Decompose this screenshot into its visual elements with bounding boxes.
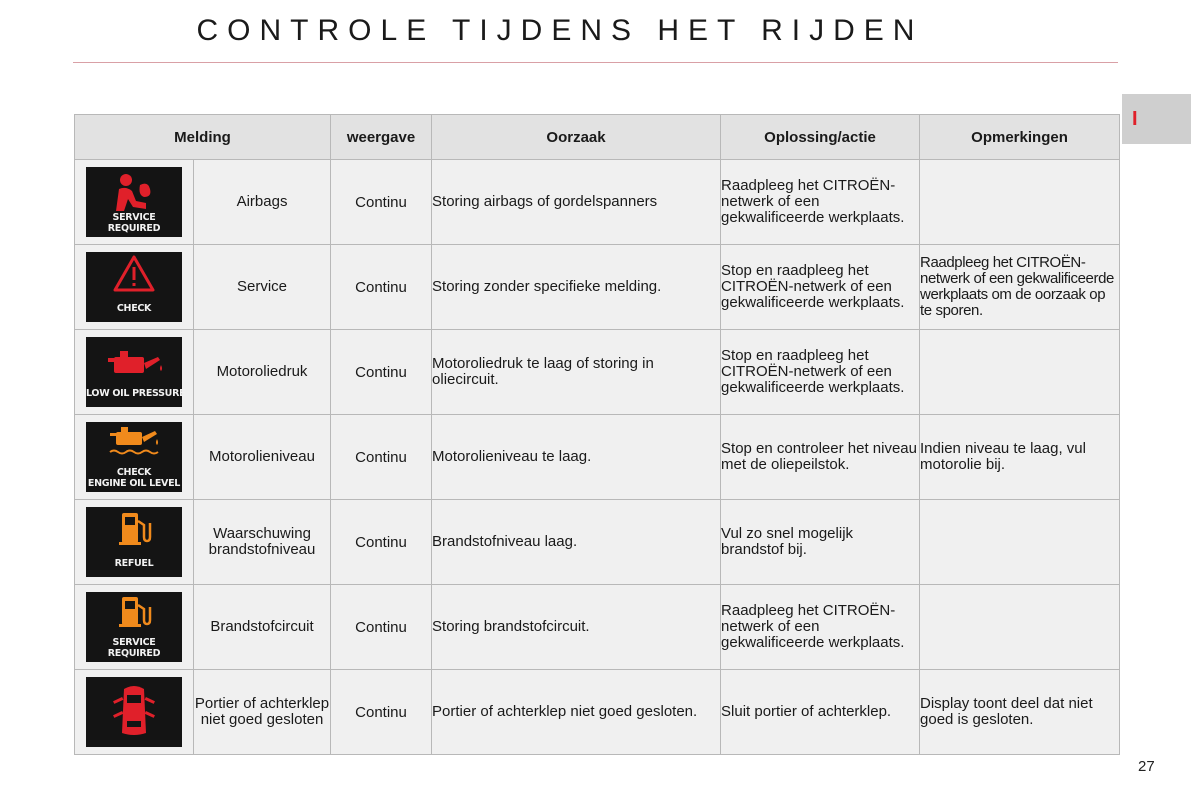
warning-name: Airbags	[194, 160, 331, 245]
icon-caption-line: REQUIRED	[107, 648, 161, 659]
remark-text	[920, 330, 1120, 415]
cause-text: Portier of achterklep niet goed gesloten.	[432, 670, 721, 755]
fuel-pump-icon	[86, 592, 182, 662]
warning-name: Waarschuwing brandstofniveau	[194, 500, 331, 585]
icon-caption-line: SERVICE	[112, 212, 156, 223]
chapter-tab[interactable]: I	[1122, 94, 1191, 144]
display-mode: Continu	[331, 415, 432, 500]
warning-name: Motoroliedruk	[194, 330, 331, 415]
column-header-melding: Melding	[75, 115, 331, 160]
action-text: Vul zo snel mogelijk brandstof bij.	[721, 500, 920, 585]
page-number: 27	[1138, 758, 1155, 775]
cause-text: Storing zonder specifieke melding.	[432, 245, 721, 330]
column-header-oorzaak: Oorzaak	[432, 115, 721, 160]
remark-text: Raadpleeg het CITROËN-netwerk of een gekwalificeerde werkplaats om de oorzaak op te sporen.	[920, 245, 1120, 330]
oil-can-icon	[86, 337, 186, 407]
table-row	[75, 670, 1120, 755]
table-row	[75, 585, 1120, 670]
column-header-opmerkingen: Opmerkingen	[920, 115, 1120, 160]
remark-text: Indien niveau te laag, vul motorolie bij.	[920, 415, 1120, 500]
icon-caption-line: LOW OIL PRESSURE	[86, 388, 186, 399]
action-text: Stop en raadpleeg het CITROËN-netwerk of een gekwalificeerde werkplaats.	[721, 245, 920, 330]
icon-caption-line: ENGINE OIL LEVEL	[87, 478, 181, 489]
display-mode: Continu	[331, 330, 432, 415]
title-divider	[73, 62, 1118, 63]
action-text: Stop en raadpleeg het CITROËN-netwerk of een gekwalificeerde werkplaats.	[721, 330, 920, 415]
column-header-weergave: weergave	[331, 115, 432, 160]
action-text: Stop en controleer het niveau met de oliepeilstok.	[721, 415, 920, 500]
icon-caption-line: REQUIRED	[107, 223, 161, 234]
icon-caption-line: SERVICE	[112, 637, 156, 648]
remark-text: Display toont deel dat niet goed is gesloten.	[920, 670, 1120, 755]
warning-triangle-icon	[86, 252, 182, 322]
action-text: Sluit portier of achterklep.	[721, 670, 920, 755]
display-mode: Continu	[331, 500, 432, 585]
warning-name: Brandstofcircuit	[194, 585, 331, 670]
table-row	[75, 160, 1120, 245]
warning-name: Portier of achterklep niet goed gesloten	[194, 670, 331, 755]
warning-table	[74, 114, 1120, 755]
display-mode: Continu	[331, 585, 432, 670]
warning-name: Service	[194, 245, 331, 330]
door-open-icon	[86, 677, 182, 747]
cause-text: Storing airbags of gordelspanners	[432, 160, 721, 245]
remark-text	[920, 500, 1120, 585]
cause-text: Brandstofniveau laag.	[432, 500, 721, 585]
remark-text	[920, 160, 1120, 245]
table-header-row	[75, 115, 1120, 160]
cause-text: Motorolieniveau te laag.	[432, 415, 721, 500]
warning-name: Motorolieniveau	[194, 415, 331, 500]
column-header-oplossing: Oplossing/actie	[721, 115, 920, 160]
table-row	[75, 245, 1120, 330]
table-row	[75, 330, 1120, 415]
table-row	[75, 415, 1120, 500]
icon-caption-line: CHECK	[116, 303, 152, 314]
cause-text: Motoroliedruk te laag of storing in oliecircuit.	[432, 330, 721, 415]
display-mode: Continu	[331, 245, 432, 330]
oil-level-icon	[86, 422, 182, 492]
cause-text: Storing brandstofcircuit.	[432, 585, 721, 670]
display-mode: Continu	[331, 160, 432, 245]
fuel-pump-icon	[86, 507, 182, 577]
display-mode: Continu	[331, 670, 432, 755]
remark-text	[920, 585, 1120, 670]
icon-caption-line: REFUEL	[114, 558, 154, 569]
table-row	[75, 500, 1120, 585]
icon-caption-line: CHECK	[116, 467, 152, 478]
action-text: Raadpleeg het CITROËN-netwerk of een gekwalificeerde werkplaats.	[721, 160, 920, 245]
page-title: CONTROLE TIJDENS HET RIJDEN	[196, 14, 924, 47]
action-text: Raadpleeg het CITROËN-netwerk of een gekwalificeerde werkplaats.	[721, 585, 920, 670]
airbag-warning-icon	[86, 167, 182, 237]
